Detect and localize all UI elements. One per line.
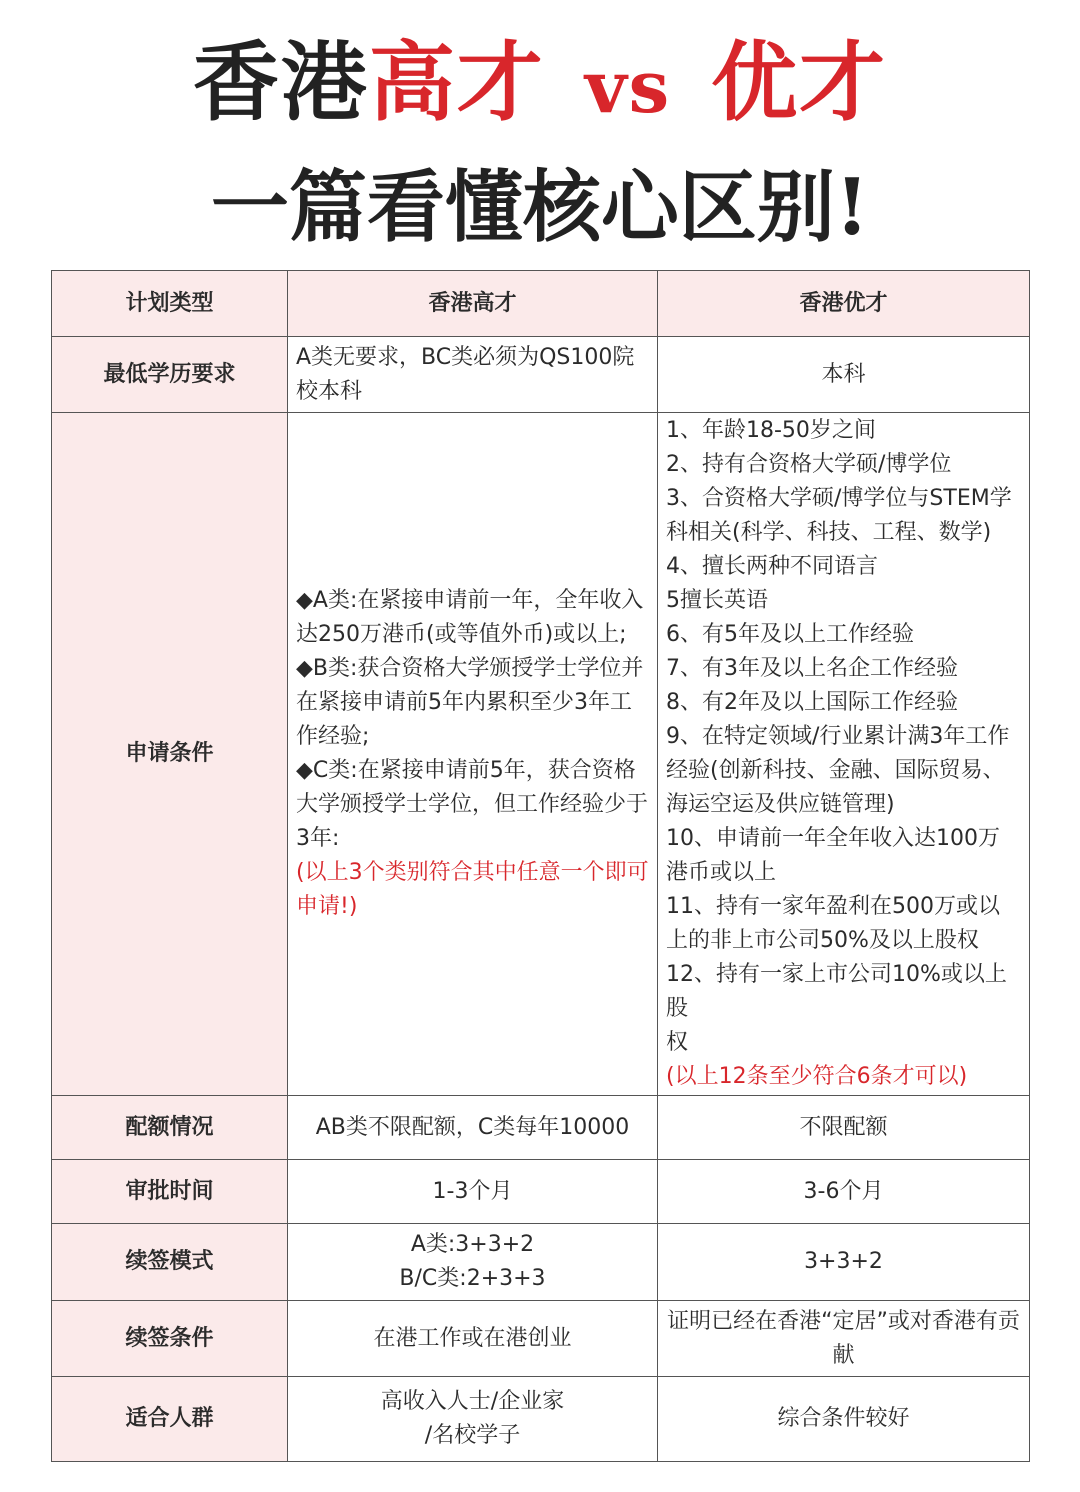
header-gaocai: 香港高才 xyxy=(288,271,658,337)
row-label-quota: 配额情况 xyxy=(52,1096,288,1160)
youcai-condition-11: 11、持有一家年盈利在500万或以上的非上市公司50%及以上股权 xyxy=(666,894,1000,953)
gaocai-renewal-bc: B/C类:2+3+3 xyxy=(399,1266,546,1291)
title-line-2: 一篇看懂核心区别! xyxy=(210,162,870,253)
row-renewal-cond xyxy=(52,1301,1030,1377)
title-youcai: 优才 xyxy=(711,32,888,133)
cell-gaocai-audience xyxy=(288,1377,658,1462)
gaocai-condition-c: ◆C类:在紧接申请前5年，获合资格大学颁授学士学位，但工作经验少于3年: xyxy=(296,758,649,851)
youcai-condition-5: 5擅长英语 xyxy=(666,588,768,613)
youcai-condition-1: 1、年龄18-50岁之间 xyxy=(666,418,876,443)
title-hongkong: 香港 xyxy=(192,32,369,133)
title-line-1 xyxy=(0,28,1080,142)
row-label-audience: 适合人群 xyxy=(52,1377,288,1462)
row-education xyxy=(52,337,1030,413)
header-youcai: 香港优才 xyxy=(658,271,1030,337)
youcai-condition-6: 6、有5年及以上工作经验 xyxy=(666,622,914,647)
row-audience xyxy=(52,1377,1030,1462)
row-quota xyxy=(52,1096,1030,1160)
youcai-condition-2: 2、持有合资格大学硕/博学位 xyxy=(666,452,952,477)
cell-gaocai-approval: 1-3个月 xyxy=(288,1160,658,1224)
cell-gaocai-renewal-mode xyxy=(288,1224,658,1301)
cell-gaocai-education: A类无要求，BC类必须为QS100院校本科 xyxy=(288,337,658,413)
youcai-condition-9: 9、在特定领域/行业累计满3年工作经验(创新科技、金融、国际贸易、海运空运及供应链管理) xyxy=(666,724,1010,817)
cell-youcai-approval: 3-6个月 xyxy=(658,1160,1030,1224)
gaocai-audience-1: 高收入人士/企业家 xyxy=(380,1389,565,1414)
gaocai-condition-b: ◆B类:获合资格大学颁授学士学位并在紧接申请前5年内累积至少3年工作经验; xyxy=(296,656,644,749)
page-title xyxy=(0,28,1080,258)
cell-youcai-renewal-cond: 证明已经在香港“定居”或对香港有贡献 xyxy=(658,1301,1030,1377)
row-label-conditions: 申请条件 xyxy=(52,413,288,1096)
header-plan-type: 计划类型 xyxy=(52,271,288,337)
youcai-condition-8: 8、有2年及以上国际工作经验 xyxy=(666,690,958,715)
title-vs: vs xyxy=(584,44,672,129)
youcai-condition-12-cont: 权 xyxy=(666,1030,689,1055)
gaocai-renewal-a: A类:3+3+2 xyxy=(410,1232,535,1257)
cell-youcai-conditions xyxy=(658,413,1030,1096)
cell-gaocai-conditions xyxy=(288,413,658,1096)
gaocai-condition-note: (以上3个类别符合其中任意一个即可申请!) xyxy=(296,860,649,919)
youcai-condition-12: 12、持有一家上市公司10%或以上股 xyxy=(666,962,1007,1021)
row-approval xyxy=(52,1160,1030,1224)
table-header-row xyxy=(52,271,1030,337)
gaocai-audience-2: /名校学子 xyxy=(424,1423,521,1448)
cell-youcai-quota: 不限配额 xyxy=(658,1096,1030,1160)
youcai-condition-7: 7、有3年及以上名企工作经验 xyxy=(666,656,958,681)
cell-youcai-audience: 综合条件较好 xyxy=(658,1377,1030,1462)
gaocai-condition-a: ◆A类:在紧接申请前一年，全年收入达250万港币(或等值外币)或以上; xyxy=(296,588,644,647)
cell-gaocai-quota: AB类不限配额，C类每年10000 xyxy=(288,1096,658,1160)
youcai-condition-10: 10、申请前一年全年收入达100万港币或以上 xyxy=(666,826,1000,885)
cell-youcai-education: 本科 xyxy=(658,337,1030,413)
row-label-renewal-cond: 续签条件 xyxy=(52,1301,288,1377)
row-conditions xyxy=(52,413,1030,1096)
row-label-renewal-mode: 续签模式 xyxy=(52,1224,288,1301)
title-gaocai: 高才 xyxy=(368,32,545,133)
comparison-table xyxy=(51,270,1030,1462)
youcai-condition-4: 4、擅长两种不同语言 xyxy=(666,554,878,579)
row-renewal-mode xyxy=(52,1224,1030,1301)
cell-gaocai-renewal-cond: 在港工作或在港创业 xyxy=(288,1301,658,1377)
row-label-approval: 审批时间 xyxy=(52,1160,288,1224)
cell-youcai-renewal-mode: 3+3+2 xyxy=(658,1224,1030,1301)
row-label-education: 最低学历要求 xyxy=(52,337,288,413)
youcai-condition-3: 3、合资格大学硕/博学位与STEM学科相关(科学、科技、工程、数学) xyxy=(666,486,1012,545)
youcai-condition-note: (以上12条至少符合6条才可以) xyxy=(666,1064,968,1089)
